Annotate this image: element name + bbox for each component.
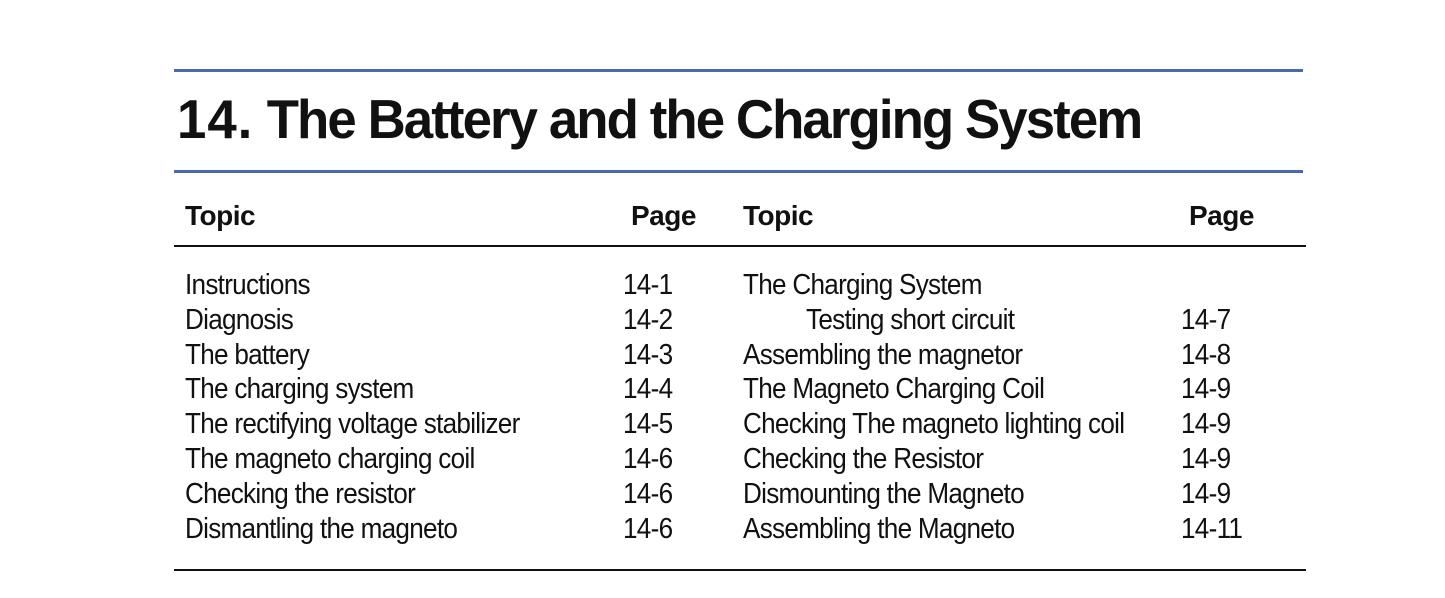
toc-page-number: 14-9 xyxy=(1181,477,1231,510)
toc-topic: The battery xyxy=(185,338,310,371)
header-topic-right: Topic xyxy=(743,200,814,231)
toc-page-number: 14-3 xyxy=(623,338,673,371)
toc-page-number: 14-9 xyxy=(1181,373,1231,406)
left-page-list xyxy=(623,268,678,546)
toc-topic: Diagnosis xyxy=(185,303,294,336)
right-topic-list xyxy=(743,268,1167,546)
toc-topic: The Magneto Charging Coil xyxy=(743,373,1045,406)
toc-topic: Assembling the magnetor xyxy=(743,338,1023,371)
toc-topic: The charging system xyxy=(185,373,414,406)
toc-page-number: 14-8 xyxy=(1181,338,1231,371)
header-divider xyxy=(174,245,1306,247)
toc-page-number: 14-9 xyxy=(1181,442,1231,475)
toc-topic: The magneto charging coil xyxy=(185,442,475,475)
toc-topic: Dismounting the Magneto xyxy=(743,477,1024,510)
header-topic-left: Topic xyxy=(185,200,256,231)
toc-page-number xyxy=(1181,268,1242,303)
toc-topic: Checking the resistor xyxy=(185,477,416,510)
header-page-right: Page xyxy=(1189,200,1254,231)
toc-section-heading: The Charging System xyxy=(743,269,982,301)
toc-topic: The rectifying voltage stabilizer xyxy=(185,408,520,441)
chapter-number: 14. xyxy=(177,88,254,150)
left-topic-list xyxy=(185,268,557,546)
toc-topic: Checking The magneto lighting coil xyxy=(743,408,1125,441)
toc-page-number: 14-7 xyxy=(1181,303,1231,336)
right-page-list xyxy=(1181,268,1249,546)
toc-page-number: 14-5 xyxy=(623,408,673,441)
toc-page-number: 14-11 xyxy=(1181,512,1243,545)
bottom-divider xyxy=(174,569,1306,571)
toc-page-number: 14-1 xyxy=(623,269,673,301)
title-divider xyxy=(174,170,1303,173)
toc-page-number: 14-6 xyxy=(623,477,673,510)
page-title xyxy=(177,84,1141,154)
top-divider xyxy=(174,69,1303,72)
toc-page-number: 14-4 xyxy=(623,373,673,406)
toc-topic: Assembling the Magneto xyxy=(743,512,1015,545)
toc-page-number: 14-6 xyxy=(623,442,673,475)
toc-page-number: 14-9 xyxy=(1181,408,1231,441)
toc-page-number: 14-6 xyxy=(623,512,673,545)
toc-topic: Dismantling the magneto xyxy=(185,512,458,545)
toc-topic: Checking the Resistor xyxy=(743,442,984,475)
toc-page-number: 14-2 xyxy=(623,303,673,336)
toc-subtopic: Testing short circuit xyxy=(806,303,1015,336)
toc-topic: Instructions xyxy=(185,269,310,301)
header-page-left: Page xyxy=(631,200,696,231)
chapter-title: The Battery and the Charging System xyxy=(266,88,1142,150)
